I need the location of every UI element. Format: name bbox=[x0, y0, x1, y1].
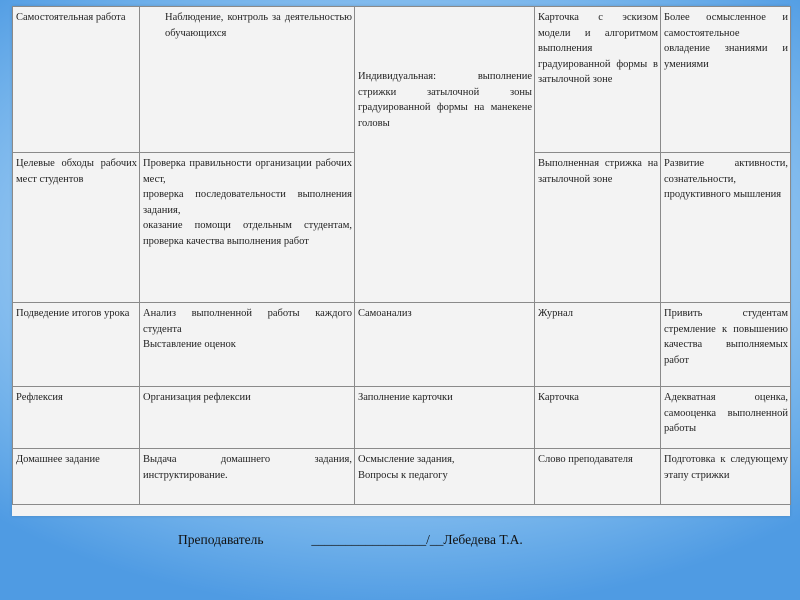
means-cell: Выполненная стрижка на затылочной зоне bbox=[535, 153, 661, 303]
student-activity-cell: Осмысление задания, Вопросы к педагогу bbox=[355, 449, 535, 505]
stage-cell: Рефлексия bbox=[13, 387, 140, 449]
table-row bbox=[13, 449, 791, 505]
means-cell: Слово преподавателя bbox=[535, 449, 661, 505]
teacher-activity-cell: Выдача домашнего задания, инструктирование. bbox=[140, 449, 355, 505]
signature-line: _________________/__Лебедева Т.А. bbox=[311, 532, 523, 547]
signature-role: Преподаватель bbox=[178, 532, 264, 547]
stage-cell: Самостоятельная работа bbox=[13, 7, 140, 153]
table-row bbox=[13, 7, 791, 153]
means-cell: Журнал bbox=[535, 303, 661, 387]
result-cell: Привить студентам стремление к повышению качества выполняемых работ bbox=[661, 303, 791, 387]
means-cell: Карточка bbox=[535, 387, 661, 449]
student-activity-cell: Индивидуальная: выполнение стрижки затылочной зоны градуированной формы на манекене головы bbox=[355, 7, 535, 303]
student-activity-cell: Заполнение карточки bbox=[355, 387, 535, 449]
stage-cell: Домашнее задание bbox=[13, 449, 140, 505]
means-cell: Карточка с эскизом модели и алгоритмом выполнения градуированной формы в затылочной зоне bbox=[535, 7, 661, 153]
stage-cell: Целевые обходы рабочих мест студентов bbox=[13, 153, 140, 303]
teacher-activity-cell: Организация рефлексии bbox=[140, 387, 355, 449]
result-cell: Подготовка к следующему этапу стрижки bbox=[661, 449, 791, 505]
table-row bbox=[13, 303, 791, 387]
teacher-activity-cell: Наблюдение, контроль за деятельностью обучающихся bbox=[140, 7, 355, 153]
student-activity-cell: Самоанализ bbox=[355, 303, 535, 387]
teacher-activity-cell: Анализ выполненной работы каждого студента Выставление оценок bbox=[140, 303, 355, 387]
teacher-activity-cell: Проверка правильности организации рабочих мест, проверка последовательности выполнения задания, оказание помощи отдельным студентам, проверка качества выполнения работ bbox=[140, 153, 355, 303]
lesson-plan-table bbox=[12, 6, 791, 505]
result-cell: Более осмысленное и самостоятельное овладение знаниями и умениями bbox=[661, 7, 791, 153]
table-row bbox=[13, 387, 791, 449]
teacher-signature bbox=[178, 532, 523, 548]
result-cell: Развитие активности, сознательности, продуктивного мышления bbox=[661, 153, 791, 303]
result-cell: Адекватная оценка, самооценка выполненной работы bbox=[661, 387, 791, 449]
stage-cell: Подведение итогов урока bbox=[13, 303, 140, 387]
